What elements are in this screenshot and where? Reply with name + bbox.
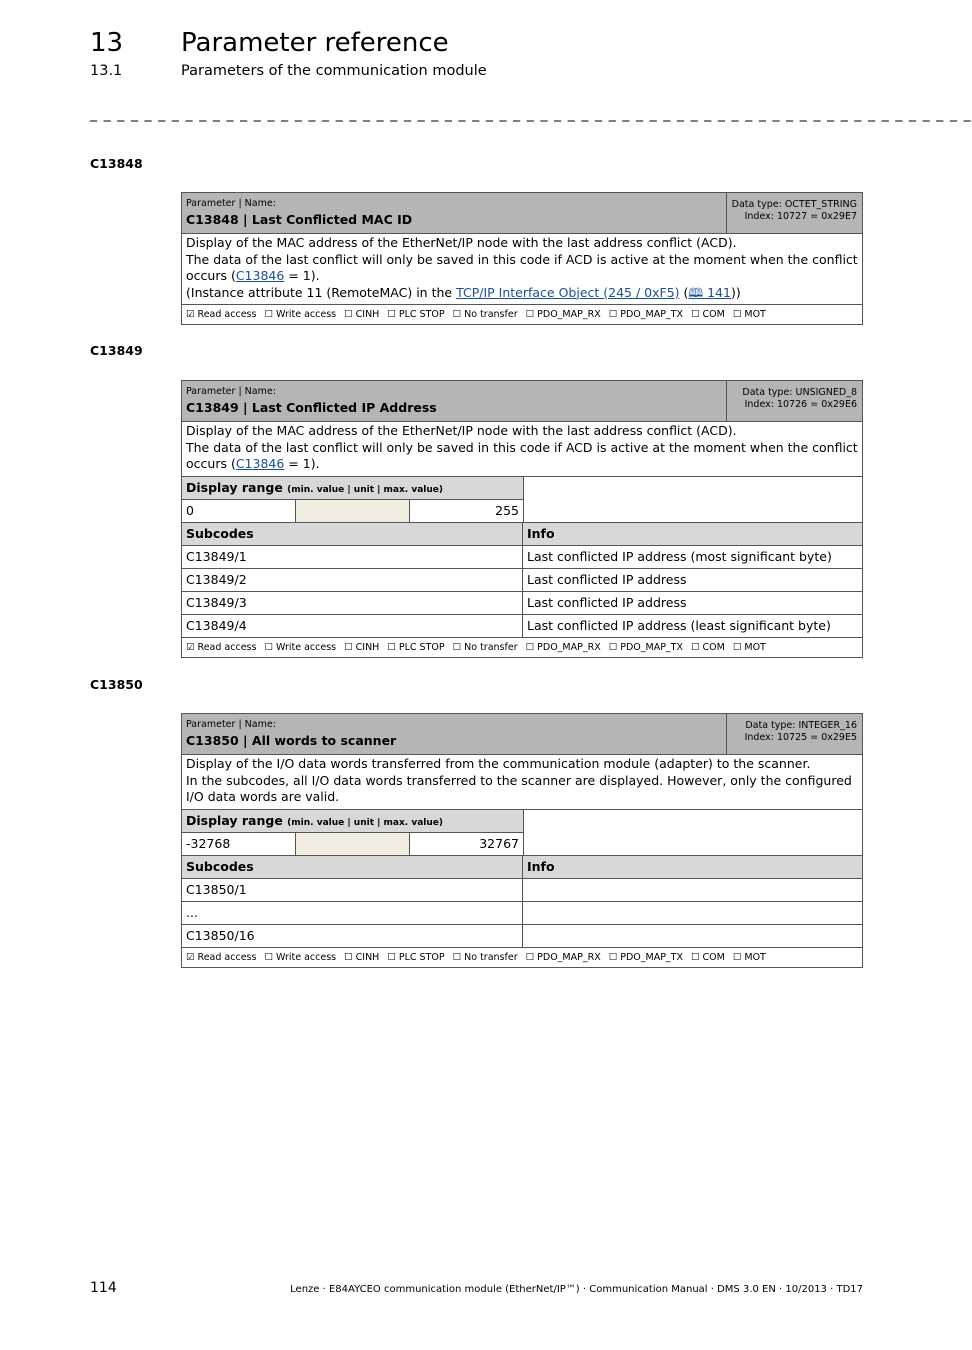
section-title: Parameters of the communication module [181,63,487,79]
parameter-description [182,234,862,305]
access-flags [182,638,862,657]
subcode-cell: C13849/2 [182,569,523,591]
access-flags [182,948,862,967]
description-text: The data of the last conflict will only be saved in this code if ACD is active at the moment when the conflict occurs ( [186,251,858,283]
flag: ☐ No transfer [452,309,518,320]
flag: ☐ PDO_MAP_RX [525,951,601,963]
parameter-description [182,755,862,810]
flag: ☐ PDO_MAP_TX [608,951,683,963]
description-line: Display of the I/O data words transferred from the communication module (adapter) to the scanner. [186,756,811,771]
flag: ☐ PLC STOP [387,309,445,320]
display-range [182,810,862,856]
flag: ☐ COM [691,641,725,653]
flag: ☑ Read access [186,951,257,963]
parameter-label: Parameter | Name: [186,386,276,397]
parameter-label: Parameter | Name: [186,719,276,730]
data-type: Data type: OCTET_STRING [731,199,857,210]
parameter-name: C13849 | Last Conflicted IP Address [186,400,437,415]
page-number: 114 [90,1280,117,1296]
max-value: 32767 [479,835,519,851]
table-row [182,569,862,592]
display-range [182,477,862,523]
min-value: 0 [182,500,296,522]
access-flags [182,305,862,324]
flag: ☐ PDO_MAP_RX [525,641,601,653]
description-text: = 1). [284,456,320,471]
flag: ☐ CINH [344,641,380,653]
parameter-table-c13850 [181,713,863,968]
flag: ☐ No transfer [452,641,518,653]
chapter-title: Parameter reference [181,28,449,58]
table-row [182,925,862,948]
subcode-cell: C13849/3 [182,592,523,614]
flag: ☐ MOT [732,309,766,320]
link-c13846[interactable]: C13846 [235,456,285,471]
table-row [182,615,862,638]
display-range-note: (min. value | unit | max. value) [287,817,444,828]
flag: ☐ PDO_MAP_TX [608,641,683,653]
description-text: )) [730,284,741,300]
link-c13846[interactable]: C13846 [235,268,285,283]
parameter-header [182,381,862,422]
parameter-name: C13850 | All words to scanner [186,733,397,748]
parameter-index: Index: 10727 = 0x29E7 [744,211,857,222]
display-range-label: Display range [186,479,283,495]
description-line [186,440,858,473]
info-cell: Last conflicted IP address [527,594,687,610]
parameter-index: Index: 10725 = 0x29E5 [744,732,857,743]
display-range-title [182,810,523,833]
info-cell [523,925,862,947]
data-type-box [726,381,862,421]
parameter-index: Index: 10726 = 0x29E6 [744,399,857,410]
parameter-description [182,422,862,477]
header-rule: _ _ _ _ _ _ _ _ _ _ _ _ _ _ _ _ _ _ _ _ _ _ _ _ _ _ _ _ _ _ _ _ _ _ _ _ _ _ _ _ _ _ _ _ _ _ _ _ _ _ _ _ _ _ _ _ _ _ _ _ _ _ _ _ _ [90,106,972,122]
footer-text: Lenze · E84AYCEO communication module (EtherNet/IP™) · Communication Manual · DMS 3.0 EN · 10/2013 · TD17 [290,1284,863,1295]
flag: ☐ PDO_MAP_TX [608,309,683,320]
subcode-cell: C13849/4 [182,615,523,637]
description-line: Display of the MAC address of the EtherNet/IP node with the last address conflict (ACD). [186,235,737,250]
flag: ☐ Write access [264,951,337,963]
info-column-header: Info [527,525,555,541]
code-heading-c13849: C13849 [90,343,143,358]
info-cell: Last conflicted IP address [527,571,687,587]
table-row [182,902,862,925]
flag: ☐ COM [691,309,725,320]
subcodes-column-header: Subcodes [182,856,523,878]
flag: ☐ MOT [732,641,766,653]
flag: ☐ Write access [264,309,337,320]
flag: ☐ PLC STOP [387,641,445,653]
flag: ☐ PDO_MAP_RX [525,309,601,320]
min-value: -32768 [182,833,296,855]
subcode-cell: C13849/1 [182,546,523,568]
unit-value [296,500,410,522]
table-row [182,879,862,902]
description-line: In the subcodes, all I/O data words transferred to the scanner are displayed. However, only the configured I/O data words are valid. [186,772,852,804]
description-line [186,285,858,302]
description-text: (Instance attribute 11 (RemoteMAC) in the [186,284,457,300]
flag: ☐ No transfer [452,951,518,963]
display-range-cell [182,477,524,522]
info-cell: Last conflicted IP address (least significant byte) [527,617,831,633]
description-text: ( [679,284,689,300]
data-type-box [726,714,862,754]
section-number: 13.1 [90,63,123,79]
display-range-values [182,833,523,855]
code-heading-c13850: C13850 [90,677,143,692]
parameter-name: C13848 | Last Conflicted MAC ID [186,212,413,227]
info-column-header: Info [527,858,555,874]
flag: ☐ Write access [264,641,337,653]
code-heading-c13848: C13848 [90,156,143,171]
parameter-header [182,193,862,234]
subcodes-column-header: Subcodes [182,523,523,545]
data-type-box [726,193,862,233]
subcode-cell: C13850/1 [182,879,523,901]
description-text: = 1). [284,268,320,283]
table-row [182,546,862,569]
parameter-table-c13848 [181,192,863,325]
parameter-table-c13849 [181,380,863,658]
description-line [186,252,858,285]
link-page-ref[interactable]: 🕮 141 [688,284,731,300]
flag: ☑ Read access [186,641,257,653]
chapter-number: 13 [90,28,124,58]
data-type: Data type: UNSIGNED_8 [742,387,857,398]
description-line: Display of the MAC address of the EtherNet/IP node with the last address conflict (ACD). [186,423,737,438]
data-type: Data type: INTEGER_16 [745,720,857,731]
display-range-title [182,477,523,500]
display-range-note: (min. value | unit | max. value) [287,484,444,495]
description-text: The data of the last conflict will only be saved in this code if ACD is active at the moment when the conflict occurs ( [186,439,858,471]
unit-value [296,833,410,855]
flag: ☐ CINH [344,309,380,320]
link-tcp-ip-interface-object[interactable]: TCP/IP Interface Object (245 / 0xF5) [456,284,680,300]
subcodes-header [182,523,862,546]
subcode-cell: C13850/16 [182,925,523,947]
display-range-label: Display range [186,812,283,828]
parameter-header [182,714,862,755]
info-cell [523,879,862,901]
table-row [182,592,862,615]
flag: ☐ PLC STOP [387,951,445,963]
subcode-cell: ... [182,902,523,924]
flag: ☐ MOT [732,951,766,963]
flag: ☐ CINH [344,951,380,963]
parameter-label: Parameter | Name: [186,198,276,209]
display-range-values [182,500,523,522]
display-range-cell [182,810,524,855]
flag: ☐ COM [691,951,725,963]
info-cell [523,902,862,924]
flag: ☑ Read access [186,309,257,320]
info-cell: Last conflicted IP address (most significant byte) [527,548,832,564]
subcodes-header [182,856,862,879]
max-value: 255 [495,502,519,518]
